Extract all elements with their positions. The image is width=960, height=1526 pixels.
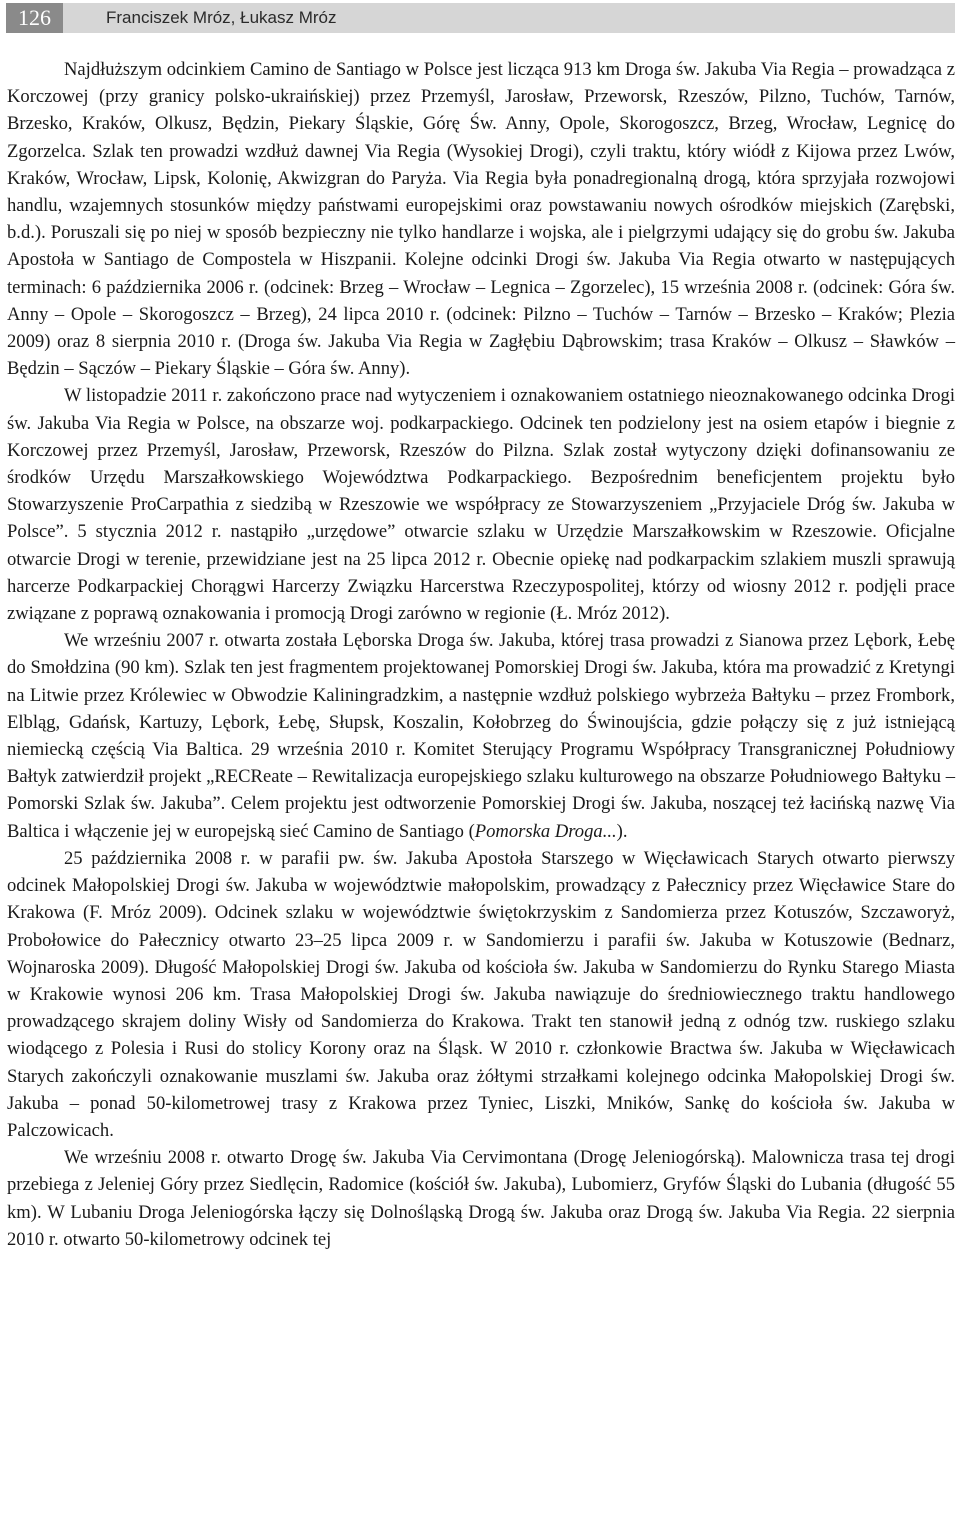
page-number: 126 bbox=[6, 3, 63, 33]
paragraph-jeleniogorska: We wrześniu 2008 r. otwarto Drogę św. Jakuba Via Cervimontana (Drogę Jeleniogórską). Malownicza trasa tej drogi przebiega z Jeleniej Góry przez Siedlęcin, Radomice (kościół św. Jakuba), Lubomierz, Gryfów Śląski do Lubania (długość 55 km). W Lubaniu Droga Jeleniogórska łączy się Dolnośląską Drogą św. Jakuba oraz Drogą św. Jakuba Via Regia. 22 sierpnia 2010 r. otwarto 50-kilometrowy odcinek tej bbox=[7, 1147, 955, 1250]
citation-italic: Pomorska Droga... bbox=[474, 820, 617, 842]
paragraph-podkarpackie: W listopadzie 2011 r. zakończono prace nad wytyczeniem i oznakowaniem ostatniego nieoznakowanego odcinka Drogi św. Jakuba Via Regia w Polsce, na obszarze woj. podkarpackiego. Odcinek ten podzielony jest na osiem etapów i biegnie z Korczowej przez Przemyśl, Jarosław, Przeworsk, Rzeszów do Pilzna. Szlak został wytyczony dzięki dofinansowaniu ze środków Urzędu Marszałkowskiego Województwa Podkarpackiego. Bezpośrednim beneficjentem projektu było Stowarzyszenie ProCarpathia z siedzibą w Rzeszowie we współpracy ze Stowarzyszeniem „Przyjaciele Dróg św. Jakuba w Polsce”. 5 stycznia 2012 r. nastąpiło „urzędowe” otwarcie szlaku w Urzędzie Marszałkowskim w Rzeszowie. Oficjalne otwarcie Drogi w terenie, przewidziane jest na 25 lipca 2012 r. Obecnie opiekę nad podkarpackim szlakiem muszli sprawują harcerze Podkarpackiej Chorągwi Harcerzy Związku Harcerstwa Rzeczypospolitej, którzy od wiosny 2012 r. podjęli prace związane z poprawą oznakowania i promocją Drogi zarówno w regionie (Ł. Mróz 2012). bbox=[7, 385, 955, 625]
paragraph-pomorska-end: ). bbox=[616, 820, 628, 842]
paragraph-pomorska-text: We wrześniu 2007 r. otwarta została Lęborska Droga św. Jakuba, której trasa prowadzi z Sianowa przez Lębork, Łebę do Smołdzina (90 km). Szlak ten jest fragmentem projektowanej Pomorskiej Drogi św. Jakuba, która ma prowadzić z Kretyngi na Litwie przez Królewiec w Obwodzie Kaliningradzkim, a następnie wzdłuż polskiego wybrzeża Bałtyku – przez Frombork, Elbląg, Gdańsk, Kartuzy, Lębork, Łebę, Słupsk, Koszalin, Kołobrzeg do Świnoujścia, gdzie połączy się z już istniejącą niemiecką częścią Via Baltica. 29 września 2010 r. Komitet Sterujący Programu Współpracy Transgranicznej Południowy Bałtyk zatwierdził projekt „RECReate – Rewitalizacja europejskiego szlaku kulturowego na obszarze Południowego Bałtyku – Pomorski Szlak św. Jakuba”. Celem projektu jest odtworzenie Pomorskiej Drogi św. Jakuba, noszącej też łacińską nazwę Via Baltica i włączenie jej w europejską sieć Camino de Santiago ( bbox=[7, 630, 955, 842]
running-header bbox=[6, 3, 955, 33]
running-head-authors: Franciszek Mróz, Łukasz Mróz bbox=[106, 8, 337, 27]
article-body bbox=[7, 56, 955, 1253]
paragraph-pomorska bbox=[7, 627, 955, 845]
paragraph-via-regia: Najdłuższym odcinkiem Camino de Santiago w Polsce jest licząca 913 km Droga św. Jakuba Via Regia – prowadząca z Korczowej (przy granicy polsko-ukraińskiej) przez Przemyśl, Jarosław, Przeworsk, Rzeszów, Pilzno, Tuchów, Tarnów, Brzesko, Kraków, Olkusz, Będzin, Piekary Śląskie, Górę Św. Anny, Opole, Skorogoszcz, Brzeg, Wrocław, Legnicę do Zgorzelca. Szlak ten prowadzi wzdłuż dawnej Via Regia (Wysokiej Drogi), czyli traktu, który wiódł z Kijowa przez Lwów, Kraków, Wrocław, Lipsk, Kolonię, Akwizgran do Paryża. Via Regia była ponadregionalną drogą, która sprzyjała rozwojowi handlu, wzajemnych stosunków między państwami europejskimi oraz powstawaniu nowych ośrodków miejskich (Zarębski, b.d.). Poruszali się po niej w sposób bezpieczny nie tylko handlarze i wojska, ale i pielgrzymi udający się do grobu św. Jakuba Apostoła w Santiago de Compostela w Hiszpanii. Kolejne odcinki Drogi św. Jakuba Via Regia otwarto w następujących terminach: 6 października 2006 r. (odcinek: Brzeg – Wrocław – Legnica – Zgorzelec), 15 września 2008 r. (odcinek: Góra św. Anny – Opole – Skorogoszcz – Brzeg), 24 lipca 2010 r. (odcinek: Pilzno – Tuchów – Tarnów – Brzesko – Kraków; Plezia 2009) oraz 8 sierpnia 2010 r. (Droga św. Jakuba Via Regia w Zagłębiu Dąbrowskim; trasa Kraków – Olkusz – Sławków – Będzin – Sączów – Piekary Śląskie – Góra św. Anny). bbox=[7, 59, 955, 380]
paragraph-malopolska: 25 października 2008 r. w parafii pw. św. Jakuba Apostoła Starszego w Więcławicach Starych otwarto pierwszy odcinek Małopolskiej Drogi św. Jakuba w województwie małopolskim, prowadzący z Pałecznicy przez Więcławice Stare do Krakowa (F. Mróz 2009). Odcinek szlaku w województwie świętokrzyskim z Sandomierza przez Kotuszów, Szczaworyż, Probołowice do Pałecznicy otwarto 23–25 lipca 2009 r. w Sandomierzu i parafii św. Jakuba w Kotuszowie (Bednarz, Wojnaroska 2009). Długość Małopolskiej Drogi św. Jakuba od kościoła św. Jakuba w Sandomierzu do Rynku Starego Miasta w Krakowie wynosi 206 km. Trasa Małopolskiej Drogi św. Jakuba nawiązuje do średniowiecznego traktu handlowego prowadzącego skrajem doliny Wisły od Sandomierza do Krakowa. Trakt ten stanowił jedną z odnóg tzw. ruskiego szlaku wiodącego z Polesia i Rusi do stolicy Korony oraz na Śląsk. W 2010 r. członkowie Bractwa św. Jakuba w Więcławicach Starych zakończyli oznakowanie muszlami św. Jakuba oraz żółtymi strzałkami kolejnego odcinka Małopolskiej Drogi św. Jakuba – ponad 50-kilometrowej trasy z Krakowa przez Tyniec, Liszki, Mników, Sankę do kościoła św. Jakuba w Palczowicach. bbox=[7, 847, 955, 1141]
